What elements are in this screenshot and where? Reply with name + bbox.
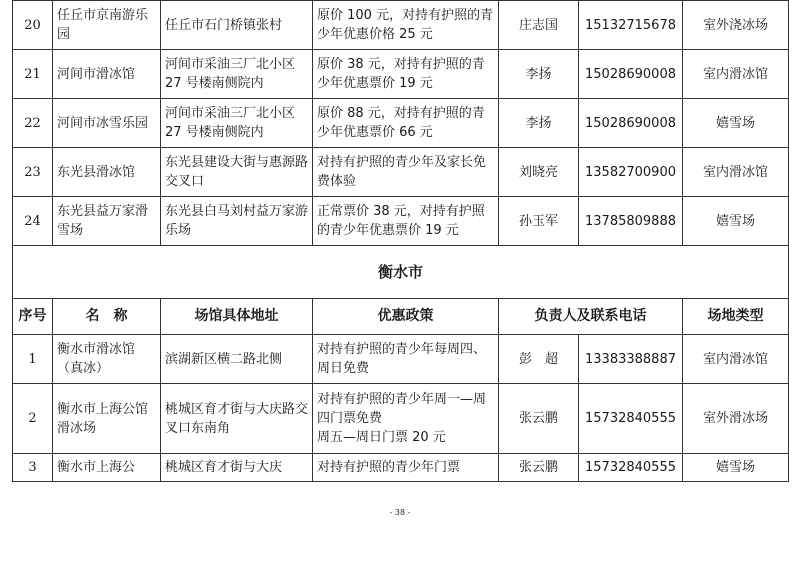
venue-phone: 15732840555 [579, 454, 683, 482]
venue-contact: 彭 超 [499, 335, 579, 384]
row-seq: 22 [13, 99, 53, 148]
venue-contact: 张云鹏 [499, 384, 579, 454]
venue-name: 东光县益万家滑雪场 [53, 197, 161, 246]
venue-address: 东光县建设大街与惠源路交叉口 [161, 148, 313, 197]
venue-policy: 对持有护照的青少年每周四、周日免费 [313, 335, 499, 384]
venue-type: 嬉雪场 [683, 99, 789, 148]
row-seq: 2 [13, 384, 53, 454]
venue-type: 室外滑冰场 [683, 384, 789, 454]
city-title: 衡水市 [13, 246, 789, 299]
venue-phone: 13785809888 [579, 197, 683, 246]
venue-phone: 15732840555 [579, 384, 683, 454]
venue-address: 东光县白马刘村益万家游乐场 [161, 197, 313, 246]
venue-contact: 庄志国 [499, 1, 579, 50]
table-row [13, 454, 789, 482]
header-seq: 序号 [13, 299, 53, 335]
venue-address: 桃城区育才街与大庆路交叉口东南角 [161, 384, 313, 454]
venue-policy: 原价 38 元，对持有护照的青少年优惠票价 19 元 [313, 50, 499, 99]
header-name: 名 称 [53, 299, 161, 335]
venue-type: 嬉雪场 [683, 197, 789, 246]
venue-type: 室内滑冰馆 [683, 148, 789, 197]
header-type: 场地类型 [683, 299, 789, 335]
venue-policy: 原价 88 元，对持有护照的青少年优惠票价 66 元 [313, 99, 499, 148]
table-row [13, 384, 789, 454]
venue-type: 室外浇冰场 [683, 1, 789, 50]
row-seq: 1 [13, 335, 53, 384]
row-seq: 23 [13, 148, 53, 197]
header-row [13, 299, 789, 335]
venue-name: 河间市冰雪乐园 [53, 99, 161, 148]
venue-table [12, 0, 789, 482]
venue-contact: 孙玉军 [499, 197, 579, 246]
venue-address: 河间市采油三厂北小区 27 号楼南侧院内 [161, 99, 313, 148]
venue-contact: 刘晓亮 [499, 148, 579, 197]
venue-address: 桃城区育才街与大庆 [161, 454, 313, 482]
row-seq: 21 [13, 50, 53, 99]
venue-contact: 李扬 [499, 50, 579, 99]
venue-policy: 正常票价 38 元，对持有护照的青少年优惠票价 19 元 [313, 197, 499, 246]
policy-line: 对持有护照的青少年周一—周四门票免费 [317, 392, 487, 426]
venue-policy [313, 384, 499, 454]
venue-policy: 对持有护照的青少年及家长免费体验 [313, 148, 499, 197]
venue-contact: 李扬 [499, 99, 579, 148]
venue-contact: 张云鹏 [499, 454, 579, 482]
venue-name: 东光县滑冰馆 [53, 148, 161, 197]
venue-type: 室内滑冰馆 [683, 335, 789, 384]
document-page [12, 0, 788, 482]
venue-phone: 13383388887 [579, 335, 683, 384]
venue-name: 任丘市京南游乐园 [53, 1, 161, 50]
venue-type: 嬉雪场 [683, 454, 789, 482]
venue-address: 任丘市石门桥镇张村 [161, 1, 313, 50]
city-row [13, 246, 789, 299]
venue-name: 衡水市上海公 [53, 454, 161, 482]
venue-phone: 13582700900 [579, 148, 683, 197]
header-address: 场馆具体地址 [161, 299, 313, 335]
table-row [13, 1, 789, 50]
venue-policy: 原价 100 元，对持有护照的青少年优惠价格 25 元 [313, 1, 499, 50]
venue-address: 河间市采油三厂北小区 27 号楼南侧院内 [161, 50, 313, 99]
venue-phone: 15028690008 [579, 99, 683, 148]
venue-policy: 对持有护照的青少年门票 [313, 454, 499, 482]
venue-phone: 15028690008 [579, 50, 683, 99]
venue-type: 室内滑冰馆 [683, 50, 789, 99]
row-seq: 3 [13, 454, 53, 482]
policy-line: 周五—周日门票 20 元 [317, 430, 446, 445]
table-row [13, 197, 789, 246]
venue-name: 衡水市上海公馆滑冰场 [53, 384, 161, 454]
table-row [13, 50, 789, 99]
table-row [13, 148, 789, 197]
venue-name: 衡水市滑冰馆（真冰） [53, 335, 161, 384]
header-policy: 优惠政策 [313, 299, 499, 335]
venue-address: 滨湖新区横二路北侧 [161, 335, 313, 384]
venue-name: 河间市滑冰馆 [53, 50, 161, 99]
table-row [13, 99, 789, 148]
row-seq: 24 [13, 197, 53, 246]
venue-phone: 15132715678 [579, 1, 683, 50]
row-seq: 20 [13, 1, 53, 50]
header-contact: 负责人及联系电话 [499, 299, 683, 335]
page-number: - 38 - [389, 508, 411, 517]
table-row [13, 335, 789, 384]
